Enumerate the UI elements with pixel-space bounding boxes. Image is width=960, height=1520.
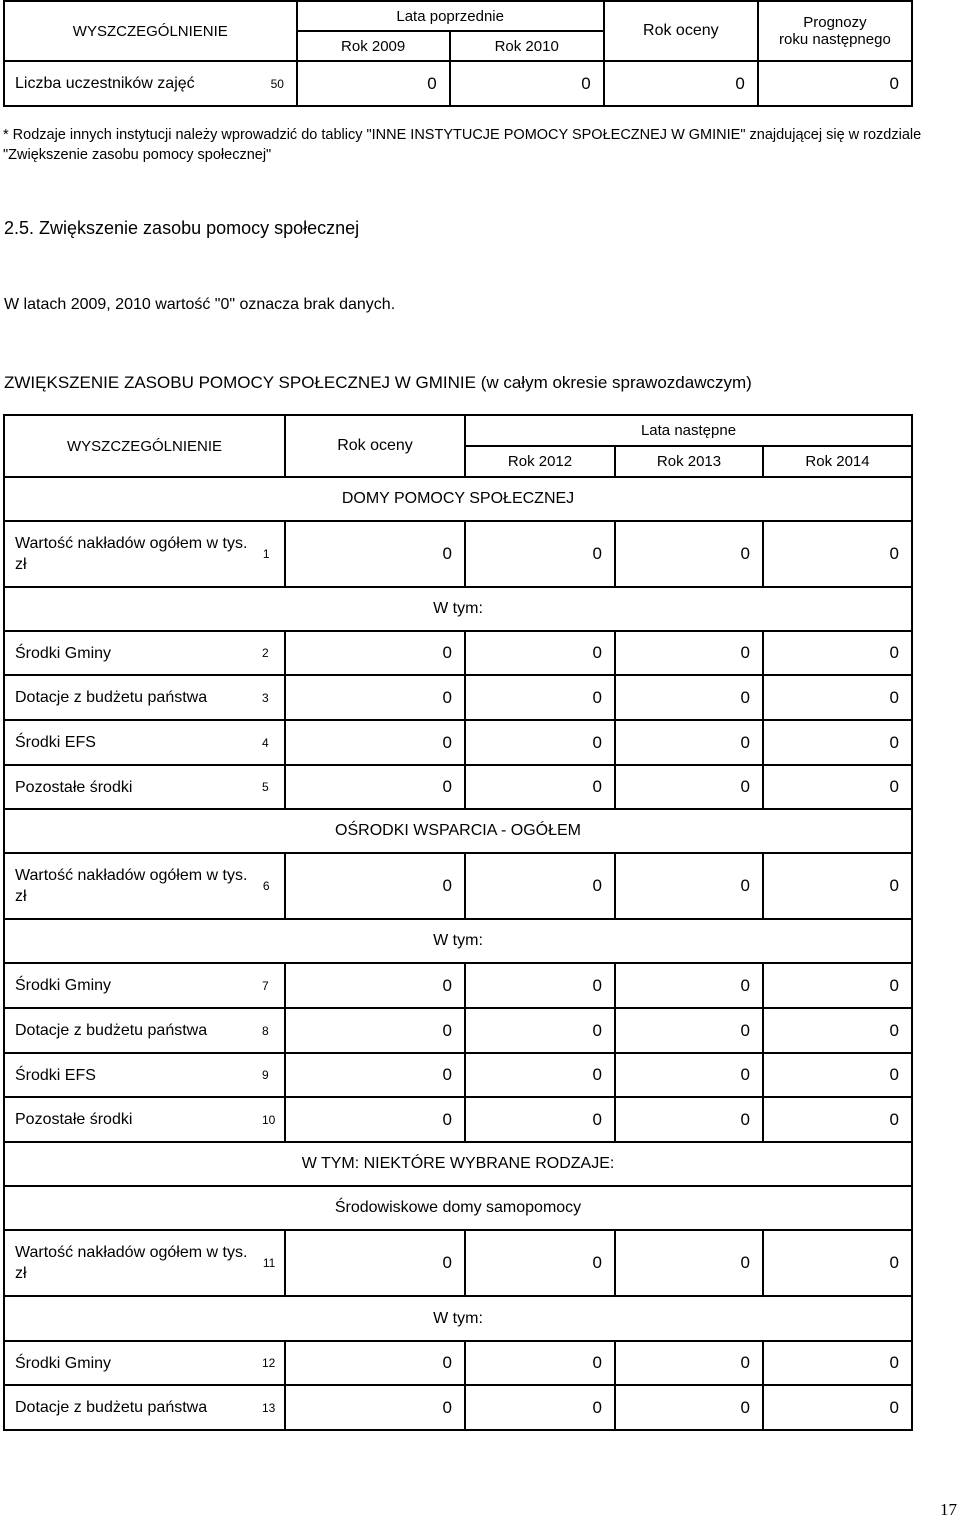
value-cell: 0 (465, 963, 615, 1008)
value-cell: 0 (285, 1097, 465, 1142)
table-row (4, 1008, 912, 1053)
table-row (4, 1053, 912, 1097)
section-domy-pomocy: DOMY POMOCY SPOŁECZNEJ (4, 477, 912, 521)
table-row (4, 853, 912, 919)
row-number: 9 (262, 1068, 269, 1082)
section-heading: 2.5. Zwiększenie zasobu pomocy społecznej (4, 218, 360, 238)
table-row (4, 631, 912, 675)
row-number: 1 (262, 547, 270, 561)
table-row (4, 61, 912, 106)
value-cell: 0 (615, 1097, 763, 1142)
row-label: Dotacje z budżetu państwa (15, 689, 208, 706)
header-rok-oceny: Rok oceny (604, 1, 758, 61)
header-rok-2012: Rok 2012 (465, 446, 615, 477)
value-cell: 0 (763, 1008, 912, 1053)
row-label-cell (4, 853, 285, 919)
value-cell: 0 (465, 1385, 615, 1430)
row-label-cell (4, 631, 285, 675)
section-w-tym: W tym: (4, 919, 912, 963)
table-row (4, 765, 912, 809)
row-label: Wartość nakładów ogółem w tys. zł (15, 867, 248, 905)
value-cell: 0 (465, 1097, 615, 1142)
header-prognozy-line1: Prognozy (803, 14, 867, 31)
value-cell: 0 (763, 1230, 912, 1296)
row-label-cell (4, 1053, 285, 1097)
value-cell: 0 (465, 1008, 615, 1053)
value-cell: 0 (465, 675, 615, 720)
info-text: W latach 2009, 2010 wartość "0" oznacza brak danych. (4, 296, 396, 313)
row-label: Środki EFS (15, 1066, 96, 1084)
value-cell: 0 (465, 1053, 615, 1097)
row-label-cell (4, 521, 285, 587)
header-wyszczegolnienie: WYSZCZEGÓLNIENIE (4, 415, 285, 477)
row-label: Pozostałe środki (15, 778, 133, 796)
row-label: Środki Gminy (15, 644, 112, 662)
header-lata-poprzednie: Lata poprzednie (297, 1, 604, 31)
value-cell: 0 (615, 521, 763, 587)
value-cell: 0 (465, 631, 615, 675)
value-cell: 0 (763, 631, 912, 675)
value-cell: 0 (465, 1230, 615, 1296)
value-cell: 0 (615, 765, 763, 809)
section-osrodki-wsparcia: OŚRODKI WSPARCIA - OGÓŁEM (4, 809, 912, 853)
value-cell: 0 (615, 1230, 763, 1296)
row-number: 11 (262, 1256, 276, 1270)
table-row (4, 963, 912, 1008)
value-cell: 0 (285, 521, 465, 587)
value-cell: 0 (763, 521, 912, 587)
header-prognozy (758, 1, 912, 61)
value-cell: 0 (285, 720, 465, 765)
value-cell: 0 (450, 61, 604, 106)
value-cell: 0 (615, 963, 763, 1008)
row-number: 5 (262, 780, 269, 794)
value-cell: 0 (615, 631, 763, 675)
row-label: Pozostałe środki (15, 1111, 133, 1128)
row-number: 4 (262, 735, 269, 750)
table-row (4, 675, 912, 720)
row-label: Dotacje z budżetu państwa (15, 1399, 208, 1416)
value-cell: 0 (285, 1008, 465, 1053)
footnote: * Rodzaje innych instytucji należy wprowadzić do tablicy "INNE INSTYTUCJE POMOCY SPOŁECZNEJ W GMINIE" znajdującej się w rozdziale "Zwiększenie zasobu pomocy społecznej" (3, 127, 922, 163)
row-label: Wartość nakładów ogółem w tys. zł (15, 535, 248, 573)
header-rok-2014: Rok 2014 (763, 446, 912, 477)
row-label: Środki Gminy (15, 1354, 112, 1372)
row-label-cell (4, 61, 297, 106)
table-row (4, 1385, 912, 1430)
row-label: Liczba uczestników zajęć (15, 75, 195, 92)
value-cell: 0 (763, 675, 912, 720)
value-cell: 0 (465, 521, 615, 587)
value-cell: 0 (465, 853, 615, 919)
row-number: 7 (262, 978, 269, 993)
value-cell: 0 (615, 1008, 763, 1053)
section-w-tym: W tym: (4, 587, 912, 631)
header-rok-2009: Rok 2009 (297, 31, 450, 61)
header-rok-2013: Rok 2013 (615, 446, 763, 477)
row-label-cell (4, 963, 285, 1008)
header-lata-nastepne: Lata następne (465, 415, 912, 446)
value-cell: 0 (763, 963, 912, 1008)
value-cell: 0 (285, 1341, 465, 1385)
row-label-cell (4, 1385, 285, 1430)
row-number: 6 (262, 879, 270, 893)
row-number: 2 (262, 646, 269, 660)
header-wyszczegolnienie: WYSZCZEGÓLNIENIE (4, 1, 297, 61)
value-cell: 0 (763, 765, 912, 809)
row-label-cell (4, 765, 285, 809)
value-cell: 0 (615, 1385, 763, 1430)
value-cell: 0 (285, 1385, 465, 1430)
table-row (4, 1230, 912, 1296)
value-cell: 0 (297, 61, 450, 106)
row-number: 3 (262, 690, 269, 705)
row-label-cell (4, 1341, 285, 1385)
row-label: Środki EFS (15, 734, 96, 751)
header-rok-2010: Rok 2010 (450, 31, 604, 61)
table-row (4, 1341, 912, 1385)
value-cell: 0 (763, 1053, 912, 1097)
row-label-cell (4, 1097, 285, 1142)
value-cell: 0 (285, 631, 465, 675)
value-cell: 0 (465, 720, 615, 765)
top-table (3, 0, 913, 107)
section-srodowiskowe-domy: Środowiskowe domy samopomocy (4, 1186, 912, 1230)
row-label-cell (4, 720, 285, 765)
row-label: Dotacje z budżetu państwa (15, 1022, 208, 1039)
header-prognozy-line2: roku następnego (779, 31, 891, 48)
row-label-cell (4, 1230, 285, 1296)
section-w-tym: W tym: (4, 1296, 912, 1341)
value-cell: 0 (285, 1230, 465, 1296)
value-cell: 0 (285, 675, 465, 720)
table-row (4, 521, 912, 587)
row-number: 8 (262, 1023, 269, 1038)
section-wybrane-rodzaje: W TYM: NIEKTÓRE WYBRANE RODZAJE: (4, 1142, 912, 1186)
value-cell: 0 (604, 61, 758, 106)
page-number: 17 (940, 1500, 957, 1519)
value-cell: 0 (763, 853, 912, 919)
value-cell: 0 (465, 765, 615, 809)
table-row (4, 720, 912, 765)
row-number: 10 (262, 1112, 276, 1127)
value-cell: 0 (285, 963, 465, 1008)
value-cell: 0 (285, 765, 465, 809)
value-cell: 0 (615, 853, 763, 919)
value-cell: 0 (615, 1341, 763, 1385)
row-label: Wartość nakładów ogółem w tys. zł (15, 1244, 248, 1282)
value-cell: 0 (763, 720, 912, 765)
value-cell: 0 (763, 1341, 912, 1385)
value-cell: 0 (615, 720, 763, 765)
value-cell: 0 (285, 853, 465, 919)
main-table (3, 414, 913, 1431)
value-cell: 0 (615, 1053, 763, 1097)
table-row (4, 1097, 912, 1142)
value-cell: 0 (763, 1385, 912, 1430)
value-cell: 0 (758, 61, 912, 106)
value-cell: 0 (285, 1053, 465, 1097)
row-number: 12 (262, 1356, 276, 1370)
value-cell: 0 (763, 1097, 912, 1142)
value-cell: 0 (615, 675, 763, 720)
row-number: 13 (262, 1400, 276, 1415)
value-cell: 0 (465, 1341, 615, 1385)
row-label: Środki Gminy (15, 977, 112, 994)
table-title: ZWIĘKSZENIE ZASOBU POMOCY SPOŁECZNEJ W GMINIE (w całym okresie sprawozdawczym) (4, 373, 752, 392)
row-number: 50 (270, 76, 284, 91)
header-rok-oceny: Rok oceny (285, 415, 465, 477)
row-label-cell (4, 675, 285, 720)
row-label-cell (4, 1008, 285, 1053)
